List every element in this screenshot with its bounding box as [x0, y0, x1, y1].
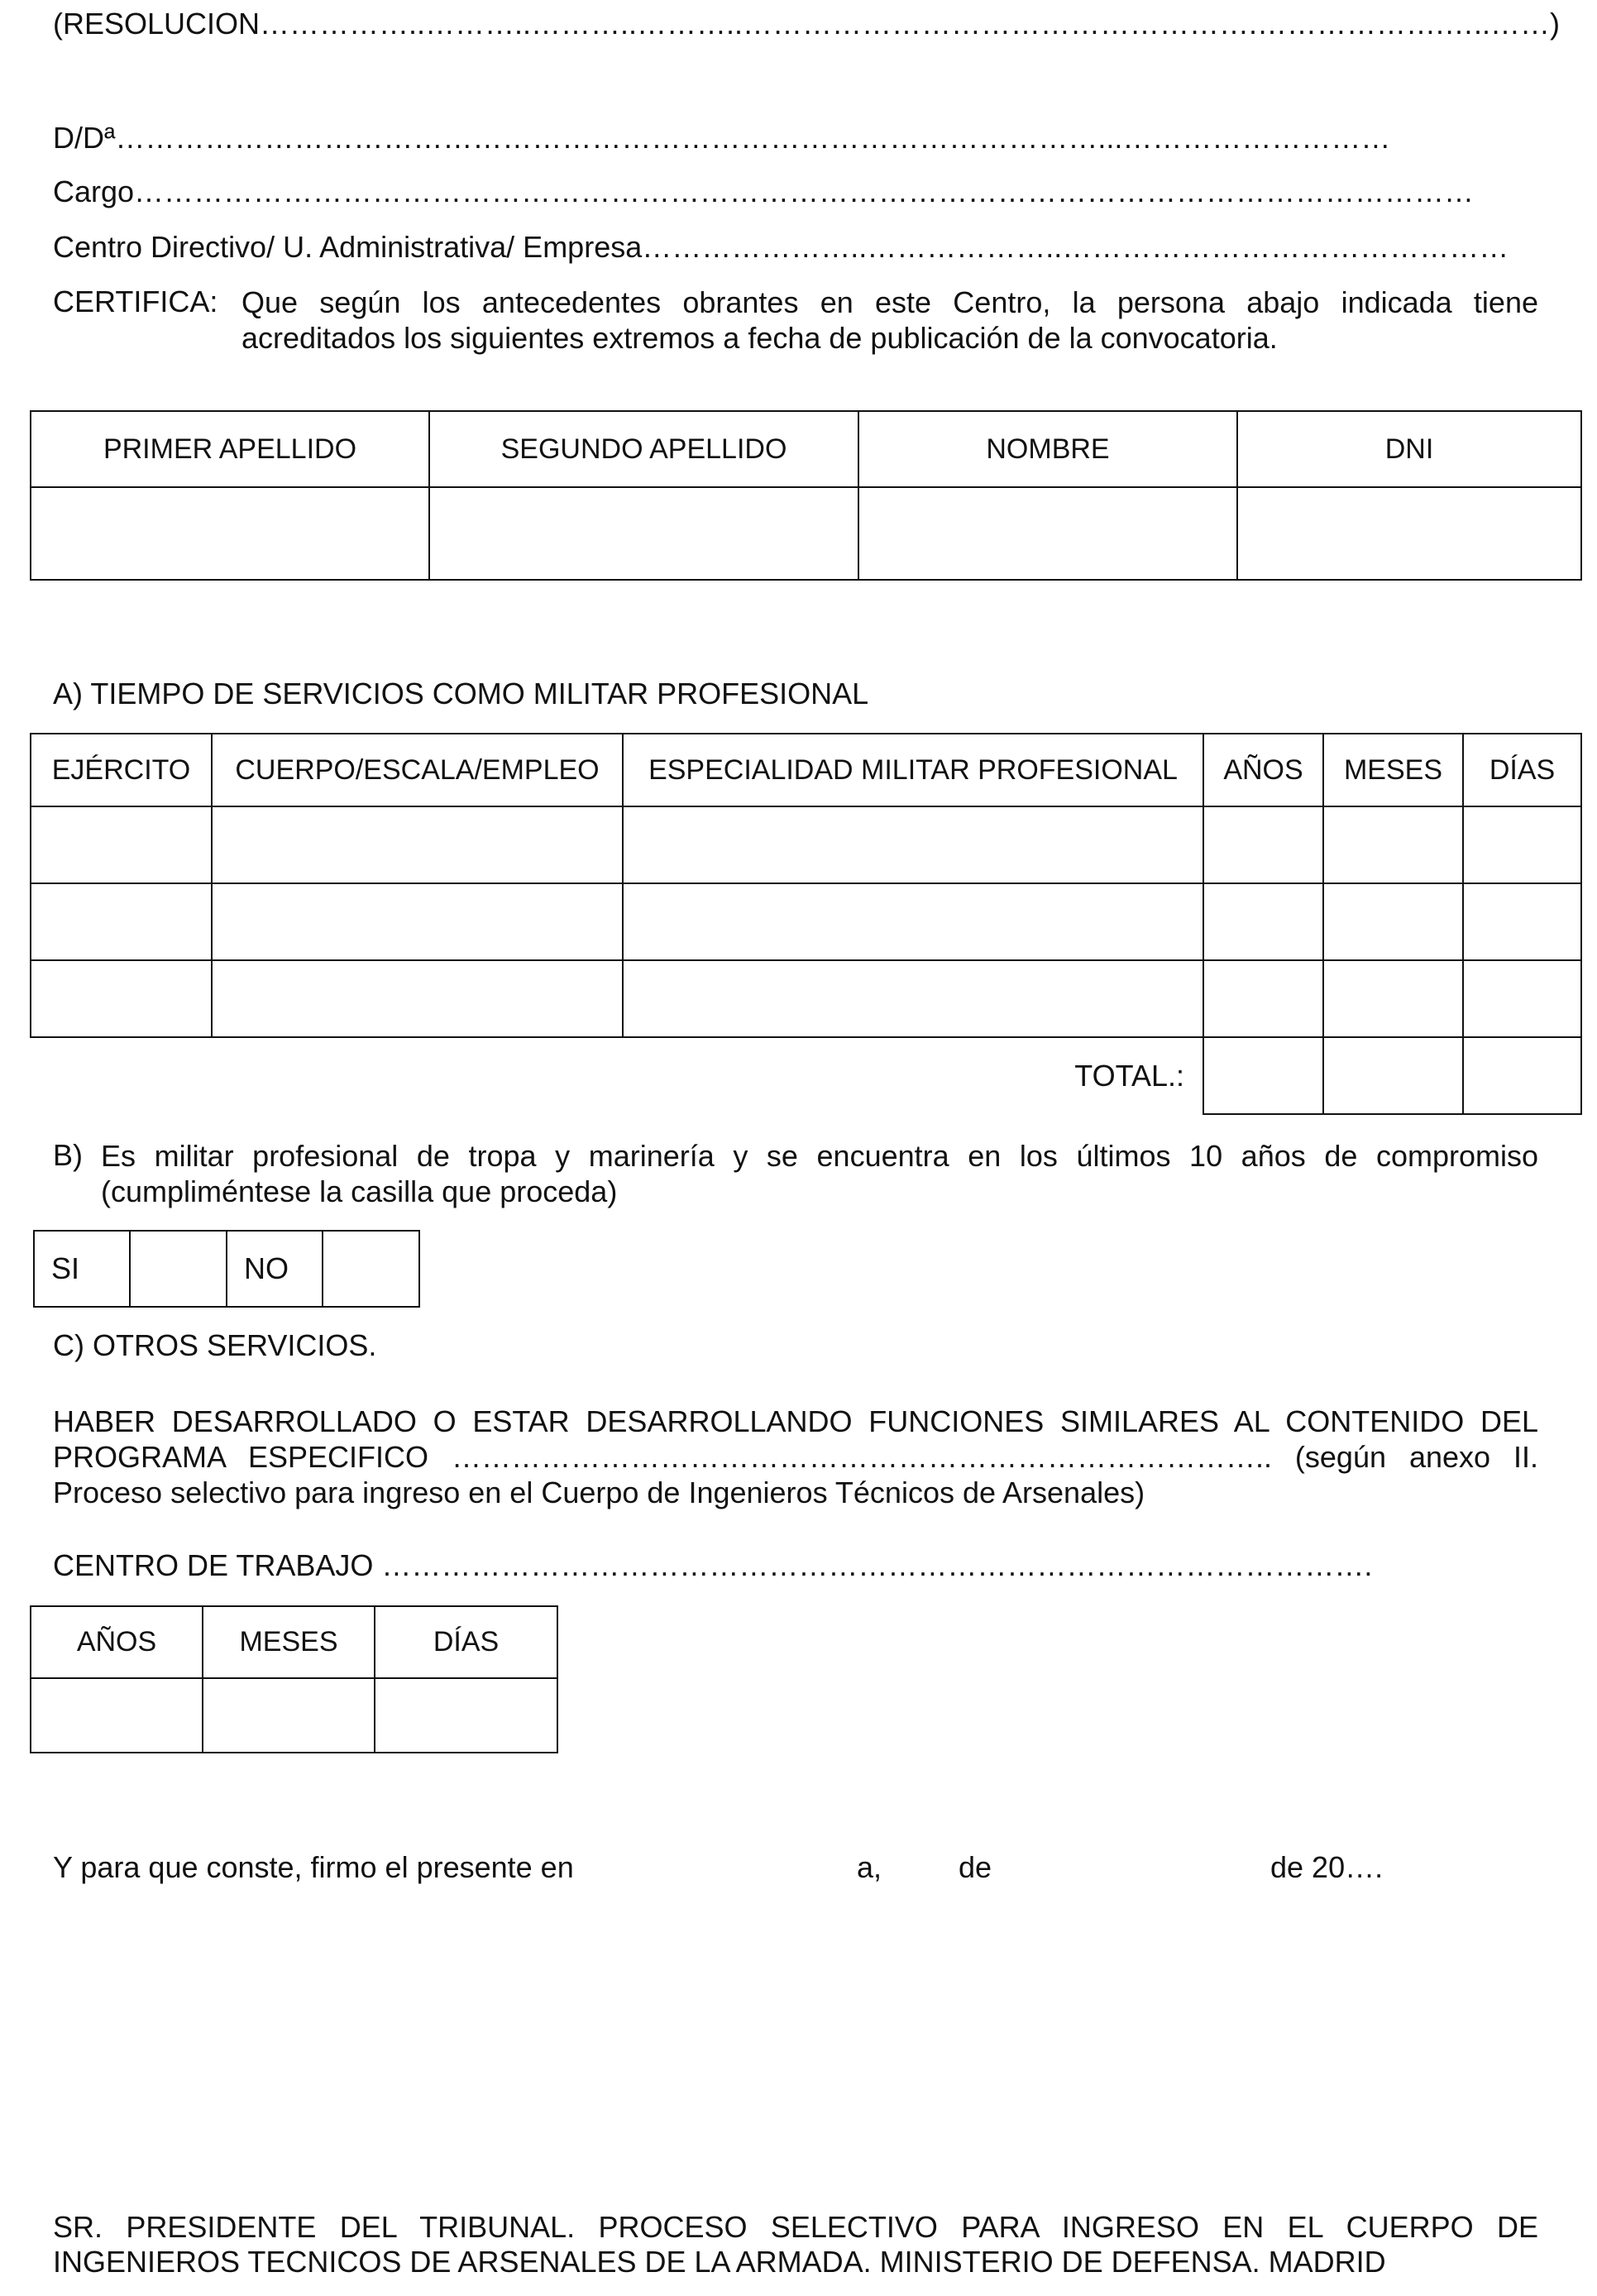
- total-label: TOTAL.:: [1074, 1059, 1184, 1093]
- si-label: SI: [34, 1231, 130, 1307]
- cell-cuerpo[interactable]: [212, 806, 623, 883]
- header-dni: DNI: [1237, 411, 1581, 487]
- certifica-text: Que según los antecedentes obrantes en este Centro, la persona abajo indicada tiene acreditados los siguientes extremos a fecha de publicación de la convocatoria.: [241, 285, 1538, 355]
- total-dias[interactable]: [1463, 1037, 1581, 1114]
- cell-ejercito[interactable]: [31, 960, 212, 1037]
- header-dias: DÍAS: [375, 1606, 557, 1678]
- cell-especialidad[interactable]: [623, 960, 1203, 1037]
- cargo-field: Cargo………………………………………………………………………………………………………………………: [53, 175, 1475, 208]
- cell-anos[interactable]: [1203, 960, 1323, 1037]
- cell-anos[interactable]: [1203, 883, 1323, 960]
- header-especialidad: ESPECIALIDAD MILITAR PROFESIONAL: [623, 734, 1203, 806]
- funciones-text: HABER DESARROLLADO O ESTAR DESARROLLANDO FUNCIONES SIMILARES AL CONTENIDO DEL PROGRAMA ESPECIFICO ……………………………………………………………………….. (según anexo II. Proceso selectivo para ingreso en el Cuerpo de Ingenieros Técnicos de Arsenales): [53, 1404, 1538, 1509]
- otros-servicios-table: [30, 1605, 558, 1753]
- centro-directivo-field: Centro Directivo/ U. Administrativa/ Empresa…………………..………………..………………………………………: [53, 230, 1509, 264]
- cell-meses[interactable]: [1323, 960, 1463, 1037]
- resolucion-line: (RESOLUCION……………..………..………..………..…………………………………………….……………….…..……): [53, 7, 1561, 41]
- header-anos: AÑOS: [31, 1606, 203, 1678]
- cell-meses[interactable]: [1323, 883, 1463, 960]
- header-segundo-apellido: SEGUNDO APELLIDO: [429, 411, 858, 487]
- header-ejercito: EJÉRCITO: [31, 734, 212, 806]
- table-row: [31, 960, 1581, 1037]
- cell-dias[interactable]: [375, 1678, 557, 1753]
- certifica-label: CERTIFICA:: [53, 285, 218, 318]
- cell-segundo-apellido[interactable]: [429, 487, 858, 580]
- signature-de: de: [959, 1850, 992, 1884]
- cell-primer-apellido[interactable]: [31, 487, 429, 580]
- cell-cuerpo[interactable]: [212, 960, 623, 1037]
- no-checkbox[interactable]: [323, 1231, 419, 1307]
- cell-especialidad[interactable]: [623, 883, 1203, 960]
- cell-nombre[interactable]: [858, 487, 1237, 580]
- cell-ejercito[interactable]: [31, 806, 212, 883]
- person-table: [30, 410, 1582, 581]
- table-row: [31, 883, 1581, 960]
- header-anos: AÑOS: [1203, 734, 1323, 806]
- section-c-title: C) OTROS SERVICIOS.: [53, 1328, 377, 1362]
- cell-meses[interactable]: [1323, 806, 1463, 883]
- no-label: NO: [227, 1231, 323, 1307]
- signature-a: a,: [857, 1850, 882, 1884]
- signature-text: Y para que conste, firmo el presente en: [53, 1850, 574, 1884]
- cell-dni[interactable]: [1237, 487, 1581, 580]
- header-dias: DÍAS: [1463, 734, 1581, 806]
- si-checkbox[interactable]: [130, 1231, 227, 1307]
- si-no-table: [33, 1230, 420, 1308]
- signature-year: de 20….: [1270, 1850, 1384, 1884]
- cell-dias[interactable]: [1463, 960, 1581, 1037]
- centro-trabajo-field: CENTRO DE TRABAJO ……………………………………………………………………………………….: [53, 1548, 1373, 1582]
- section-b-text: Es militar profesional de tropa y marinería y se encuentra en los últimos 10 años de compromiso (cumpliméntese la casilla que proceda): [101, 1139, 1538, 1208]
- cell-dias[interactable]: [1463, 806, 1581, 883]
- cell-cuerpo[interactable]: [212, 883, 623, 960]
- cell-anos[interactable]: [31, 1678, 203, 1753]
- addressee: SR. PRESIDENTE DEL TRIBUNAL. PROCESO SELECTIVO PARA INGRESO EN EL CUERPO DE INGENIEROS TECNICOS DE ARSENALES DE LA ARMADA. MINISTERIO DE DEFENSA. MADRID: [53, 2210, 1538, 2279]
- table-row: [31, 806, 1581, 883]
- header-cuerpo: CUERPO/ESCALA/EMPLEO: [212, 734, 623, 806]
- cell-ejercito[interactable]: [31, 883, 212, 960]
- total-anos[interactable]: [1203, 1037, 1323, 1114]
- header-primer-apellido: PRIMER APELLIDO: [31, 411, 429, 487]
- section-b-label: B): [53, 1138, 83, 1172]
- servicios-table: [30, 733, 1582, 1115]
- section-a-title: A) TIEMPO DE SERVICIOS COMO MILITAR PROFESIONAL: [53, 677, 869, 710]
- cell-meses[interactable]: [203, 1678, 375, 1753]
- header-nombre: NOMBRE: [858, 411, 1237, 487]
- header-meses: MESES: [203, 1606, 375, 1678]
- header-meses: MESES: [1323, 734, 1463, 806]
- total-row: [31, 1037, 1581, 1114]
- total-meses[interactable]: [1323, 1037, 1463, 1114]
- cell-especialidad[interactable]: [623, 806, 1203, 883]
- dd-field: D/Dª………………………………………………………………………………………...………………………: [53, 121, 1391, 155]
- cell-dias[interactable]: [1463, 883, 1581, 960]
- cell-anos[interactable]: [1203, 806, 1323, 883]
